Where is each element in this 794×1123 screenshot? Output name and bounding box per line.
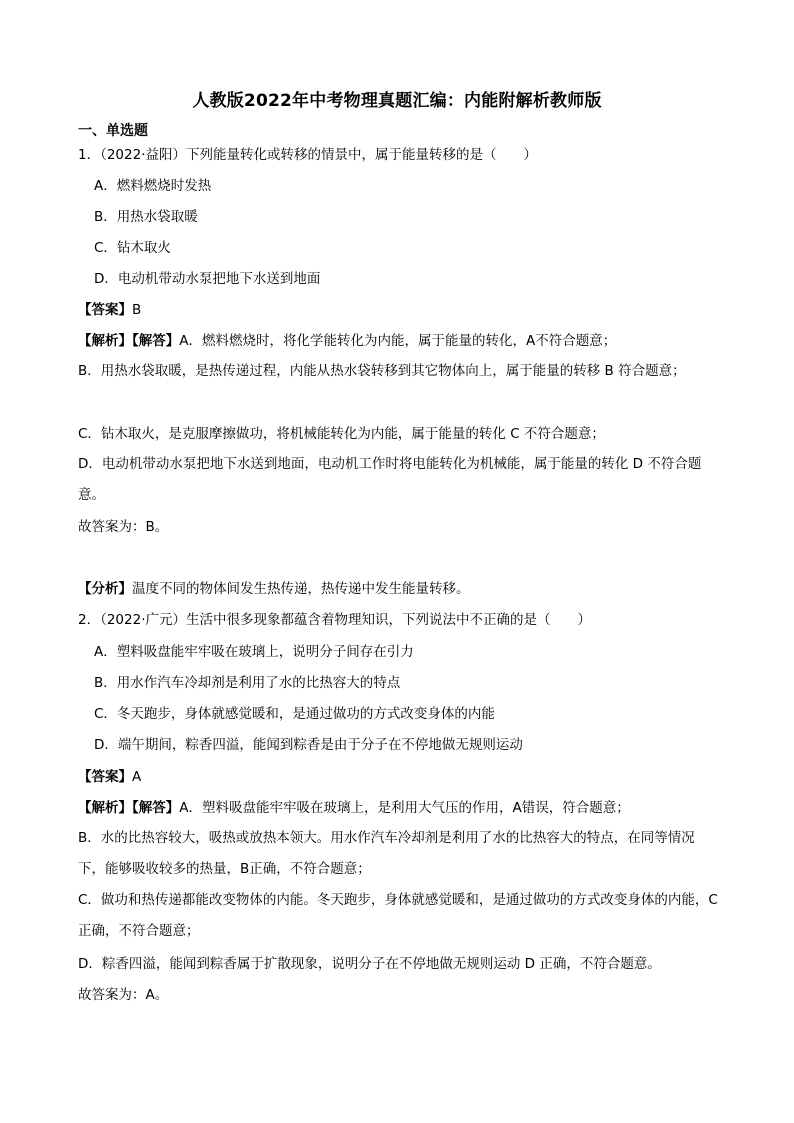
fenxi-text: 温度不同的物体间发生热传递，热传递中发生能量转移。 xyxy=(132,581,470,597)
answer-label: 【答案】 xyxy=(78,769,132,785)
analysis-text: A．燃料燃烧时，将化学能转化为内能，属于能量的转化，A不符合题意； xyxy=(179,333,617,349)
question-1-conclusion: 故答案为：B。 xyxy=(78,519,169,535)
question-1-analysis-c: C．钻木取火，是克服摩擦做功，将机械能转化为内能，属于能量的转化 C 不符合题意； xyxy=(78,426,605,442)
question-1-stem: 1．（2022·益阳）下列能量转化或转移的情景中，属于能量转移的是（ ） xyxy=(78,147,537,163)
question-1-answer xyxy=(78,301,141,319)
question-2-option-b: B．用水作汽车冷却剂是利用了水的比热容大的特点 xyxy=(94,675,401,691)
question-1-analysis-d: D．电动机带动水泵把地下水送到地面，电动机工作时将电能转化为机械能，属于能量的转化 D 不符合题意。 xyxy=(78,456,702,503)
question-1-option-d: D．电动机带动水泵把地下水送到地面 xyxy=(94,271,321,287)
question-1-analysis-b: B．用热水袋取暖，是热传递过程，内能从热水袋转移到其它物体向上，属于能量的转移 B 符合题意； xyxy=(78,363,686,379)
question-1-analysis-a xyxy=(78,332,616,350)
fenxi-label: 【分析】 xyxy=(78,581,132,597)
analysis-label: 【解析】【解答】 xyxy=(78,800,180,816)
question-2-stem: 2．（2022·广元）生活中很多现象都蕴含着物理知识，下列说法中不正确的是（ ） xyxy=(78,612,591,628)
question-1-option-b: B．用热水袋取暖 xyxy=(94,209,198,225)
analysis-label: 【解析】【解答】 xyxy=(78,333,180,349)
analysis-text: A．塑料吸盘能牢牢吸在玻璃上，是利用大气压的作用，A错误，符合题意； xyxy=(179,800,630,816)
answer-value: A xyxy=(132,769,142,785)
question-2-analysis-c: C．做功和热传递都能改变物体的内能。冬天跑步，身体就感觉暖和，是通过做功的方式改变身体的内能，C正确，不符合题意； xyxy=(78,892,718,939)
document-title: 人教版2022年中考物理真题汇编：内能附解析教师版 xyxy=(192,91,602,111)
question-2-conclusion: 故答案为：A。 xyxy=(78,987,169,1003)
question-1-option-c: C．钻木取火 xyxy=(94,240,171,256)
question-1-fenxi xyxy=(78,580,470,598)
question-2-option-a: A．塑料吸盘能牢牢吸在玻璃上，说明分子间存在引力 xyxy=(94,644,414,660)
question-2-analysis-b: B．水的比热容较大，吸热或放热本领大。用水作汽车冷却剂是利用了水的比热容大的特点，在同等情况下，能够吸收较多的热量，B正确，不符合题意； xyxy=(78,830,695,877)
question-2-option-d: D．端午期间，粽香四溢，能闻到粽香是由于分子在不停地做无规则运动 xyxy=(94,737,523,753)
question-1-option-a: A．燃料燃烧时发热 xyxy=(94,178,212,194)
question-2-analysis-d: D．粽香四溢，能闻到粽香属于扩散现象，说明分子在不停地做无规则运动 D 正确，不符合题意。 xyxy=(78,956,661,972)
answer-value: B xyxy=(132,302,142,318)
section-heading: 一、单选题 xyxy=(78,123,148,139)
question-2-answer xyxy=(78,768,141,786)
answer-label: 【答案】 xyxy=(78,302,132,318)
question-2-analysis-a xyxy=(78,799,630,817)
question-2-option-c: C．冬天跑步，身体就感觉暖和，是通过做功的方式改变身体的内能 xyxy=(94,706,495,722)
